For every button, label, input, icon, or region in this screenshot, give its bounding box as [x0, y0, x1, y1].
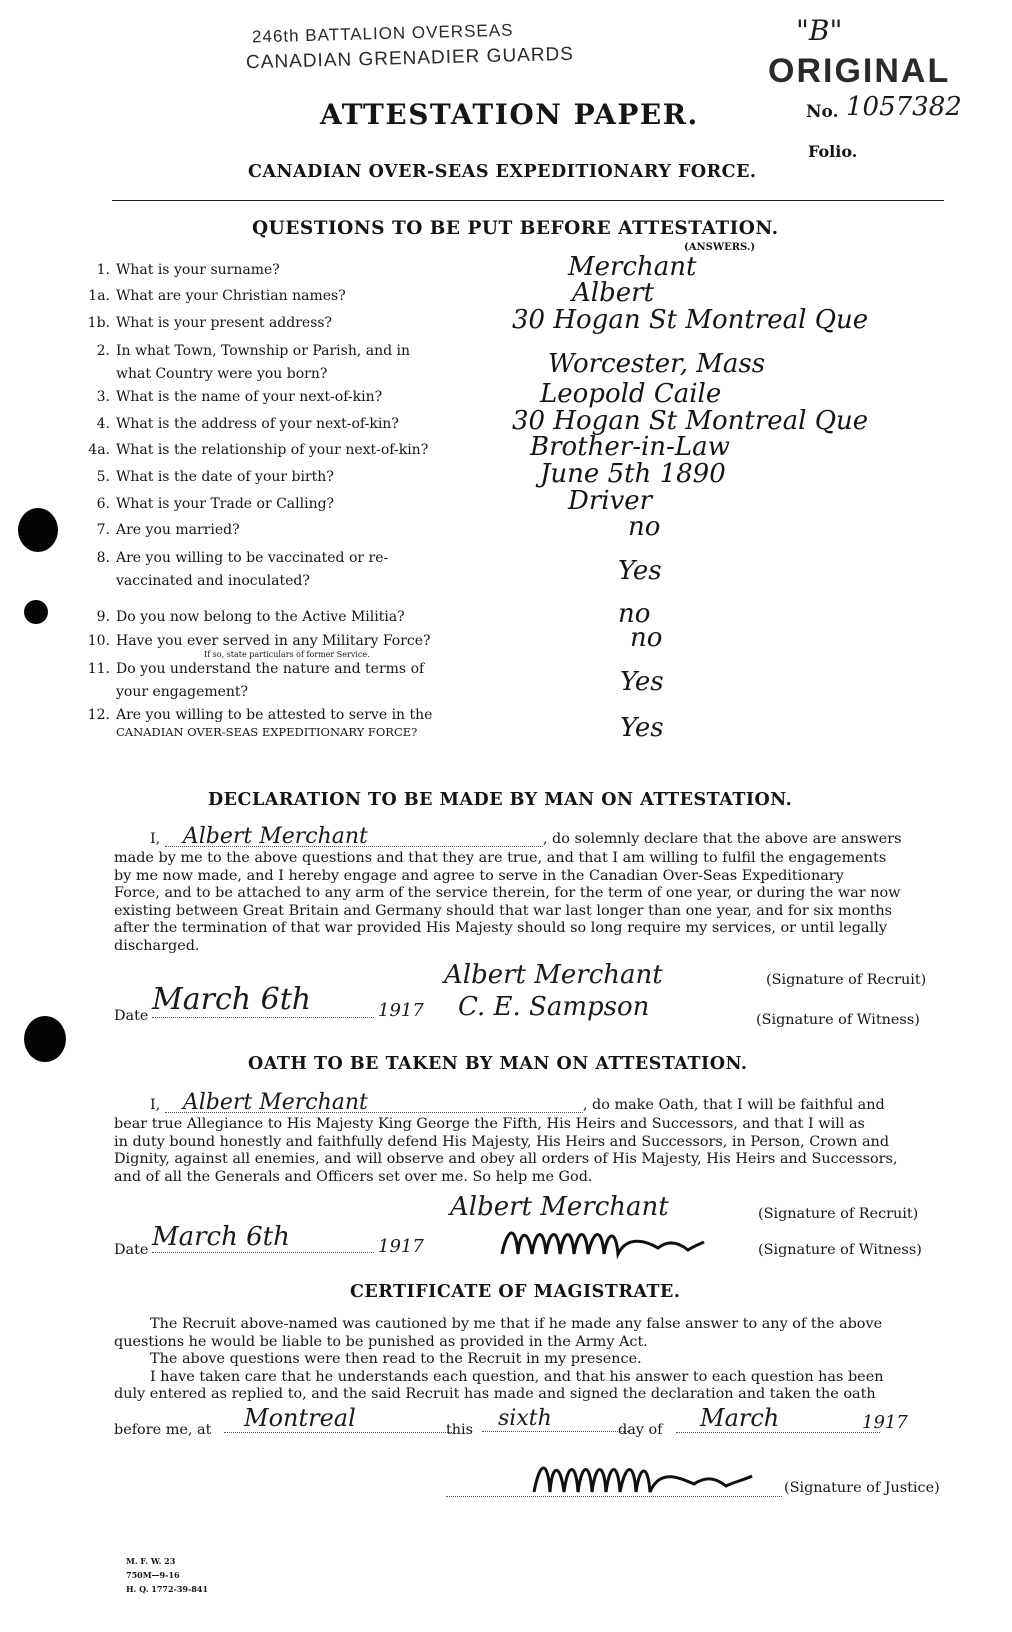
question-number: 12.: [87, 707, 110, 723]
oath-date-value: March 6th: [152, 1222, 374, 1253]
certificate-line: I have taken care that he understands each question, and that his answer to each question has been: [150, 1368, 884, 1385]
question-text: In what Town, Township or Parish, and in: [116, 343, 411, 359]
question-text: Do you understand the nature and terms of: [116, 661, 425, 677]
declaration-line: discharged.: [114, 937, 200, 954]
question-text: Have you ever served in any Military Force?: [116, 633, 431, 649]
question-number: 3.: [96, 389, 110, 405]
justice-signature-line: [446, 1496, 782, 1497]
question-row: [76, 550, 388, 566]
oath-recruit-label: (Signature of Recruit): [758, 1206, 919, 1222]
question-number: 11.: [87, 661, 110, 677]
punch-hole-top: [18, 508, 58, 552]
answer-field: no: [630, 623, 663, 653]
certificate-header: CERTIFICATE OF MAGISTRATE.: [350, 1282, 681, 1302]
form-mark: "B": [796, 14, 843, 47]
question-note: If so, state particulars of former Service.: [204, 650, 370, 659]
question-row: [76, 262, 280, 278]
form-code-3: H. Q. 1772-39-841: [126, 1584, 209, 1594]
question-text-continued: what Country were you born?: [116, 366, 328, 382]
question-text: What is the date of your birth?: [116, 469, 334, 485]
oath-line1-rest: , do make Oath, that I will be faithful and: [582, 1097, 885, 1113]
certificate-line: The Recruit above-named was cautioned by me that if he made any false answer to any of the above: [150, 1316, 883, 1332]
declaration-line: Force, and to be attached to any arm of the service therein, for the term of one year, or during the war now: [114, 885, 901, 901]
declaration-date-value: March 6th: [152, 982, 374, 1018]
question-row: [76, 442, 428, 458]
question-text-continued: your engagement?: [116, 684, 249, 700]
certificate-month: March: [676, 1404, 880, 1433]
oath-line: and of all the Generals and Officers set over me. So help me God.: [114, 1168, 593, 1185]
battalion-stamp-line1: 246th BATTALION OVERSEAS: [251, 20, 514, 47]
answer-field: Yes: [618, 556, 662, 586]
page-title: ATTESTATION PAPER.: [320, 98, 699, 131]
answer-field: Albert: [572, 278, 654, 308]
folio-label: Folio.: [808, 142, 858, 161]
declaration-recruit-signature: Albert Merchant: [444, 960, 663, 990]
answer-field: no: [628, 512, 661, 542]
question-text: What is the relationship of your next-of-kin?: [116, 442, 429, 458]
certificate-place: Montreal: [224, 1404, 454, 1433]
declaration-date-label: Date: [114, 1008, 149, 1024]
question-text-continued: CANADIAN OVER-SEAS EXPEDITIONARY FORCE?: [116, 725, 418, 739]
certificate-year: 1917: [862, 1412, 908, 1433]
answer-field: Driver: [568, 486, 653, 516]
question-text: Are you willing to be attested to serve in the: [116, 707, 433, 723]
title-rule: [112, 200, 944, 201]
original-stamp: ORIGINAL: [768, 52, 951, 90]
answer-field: Yes: [620, 713, 664, 743]
oath-line: Dignity, against all enemies, and will observe and obey all orders of His Majesty, His Heirs and Successors,: [114, 1151, 898, 1167]
question-number: 7.: [96, 522, 110, 538]
oath-witness-signature: [498, 1220, 708, 1268]
justice-label: (Signature of Justice): [784, 1480, 940, 1496]
declaration-body: [114, 850, 944, 955]
declaration-line: made by me to the above questions and that they are true, and that I am willing to fulfil the engagements: [114, 850, 887, 866]
battalion-stamp-line2: CANADIAN GRENADIER GUARDS: [245, 43, 575, 74]
question-row: [76, 522, 240, 538]
question-text: Are you married?: [116, 522, 240, 538]
declaration-year: 1917: [378, 1000, 424, 1021]
certificate-this: this: [446, 1422, 474, 1438]
question-number: 9.: [96, 609, 110, 625]
question-row: [76, 707, 432, 723]
question-number: 1b.: [87, 315, 110, 331]
question-number: 4a.: [88, 442, 110, 458]
question-text: What is the address of your next-of-kin?: [116, 416, 399, 432]
declaration-line: existing between Great Britain and Germany should that war last longer than one year, and for six months: [114, 902, 893, 919]
justice-signature: [530, 1452, 760, 1508]
declaration-line: by me now made, and I hereby engage and agree to serve in the Canadian Over-Seas Expeditionary: [114, 867, 844, 884]
question-row: [76, 416, 399, 432]
question-row: [76, 389, 382, 405]
form-code-1: M. F. W. 23: [126, 1556, 176, 1566]
questions-header: QUESTIONS TO BE PUT BEFORE ATTESTATION.: [252, 218, 779, 239]
question-text: What is your Trade or Calling?: [116, 496, 335, 512]
oath-witness-label: (Signature of Witness): [758, 1242, 922, 1258]
question-number: 1.: [96, 262, 110, 278]
oath-first-line: [150, 1090, 934, 1115]
oath-line: bear true Allegiance to His Majesty King George the Fifth, His Heirs and Successors, and that I will as: [114, 1116, 865, 1132]
question-text: What is your surname?: [116, 262, 280, 278]
punch-hole-bottom: [24, 1016, 66, 1062]
question-row: [76, 496, 334, 512]
question-number: 8.: [96, 550, 110, 566]
answer-field: Yes: [620, 667, 664, 697]
question-text: Are you willing to be vaccinated or re-: [116, 550, 389, 566]
question-number: 2.: [96, 343, 110, 359]
number-label: No.: [806, 102, 839, 122]
answer-field: Worcester, Mass: [548, 349, 766, 379]
regimental-number: 1057382: [846, 92, 962, 122]
question-text: Do you now belong to the Active Militia?: [116, 609, 405, 625]
declaration-recruit-label: (Signature of Recruit): [766, 972, 927, 988]
oath-i: I,: [150, 1097, 161, 1113]
certificate-before-me: before me, at: [114, 1422, 212, 1438]
question-row: [76, 343, 410, 359]
answers-label: (ANSWERS.): [684, 242, 756, 253]
question-row: [76, 469, 334, 485]
question-number: 6.: [96, 496, 110, 512]
question-row: [76, 315, 332, 331]
question-text: What are your Christian names?: [116, 288, 346, 304]
answer-field: 30 Hogan St Montreal Que: [512, 305, 869, 335]
declaration-header: DECLARATION TO BE MADE BY MAN ON ATTESTATION.: [208, 790, 793, 810]
page-subtitle: CANADIAN OVER-SEAS EXPEDITIONARY FORCE.: [248, 162, 757, 182]
declaration-first-line: [150, 824, 934, 849]
form-code-2: 750M—9-16: [126, 1570, 180, 1580]
question-text-continued: vaccinated and inoculated?: [116, 573, 310, 589]
declaration-line: after the termination of that war provided His Majesty should so long require my services, or until legally: [114, 920, 887, 936]
question-number: 1a.: [88, 288, 110, 304]
certificate-day: sixth: [482, 1406, 630, 1432]
question-text: What is your present address?: [116, 315, 333, 331]
oath-line: in duty bound honestly and faithfully defend His Majesty, His Heirs and Successors, in Person, Crown and: [114, 1133, 890, 1150]
punch-hole-middle: [24, 600, 48, 624]
oath-name: Albert Merchant: [165, 1094, 583, 1113]
declaration-witness-label: (Signature of Witness): [756, 1012, 920, 1028]
declaration-witness-signature: C. E. Sampson: [458, 992, 650, 1022]
certificate-body: [114, 1316, 944, 1404]
question-row: [76, 661, 424, 677]
oath-year: 1917: [378, 1236, 424, 1257]
question-text: What is the name of your next-of-kin?: [116, 389, 383, 405]
question-number: 4.: [96, 416, 110, 432]
declaration-i: I,: [150, 831, 161, 847]
answer-field: no: [618, 599, 651, 629]
answer-field: Leopold Caile: [540, 379, 722, 409]
oath-recruit-signature: Albert Merchant: [450, 1192, 669, 1222]
answer-field: Merchant: [568, 252, 697, 282]
declaration-name: Albert Merchant: [165, 828, 543, 847]
certificate-day-of: day of: [618, 1422, 663, 1438]
answer-field: June 5th 1890: [540, 459, 726, 489]
certificate-line: questions he would be liable to be punished as provided in the Army Act.: [114, 1333, 648, 1350]
question-row: [76, 288, 346, 304]
question-number: 5.: [96, 469, 110, 485]
oath-header: OATH TO BE TAKEN BY MAN ON ATTESTATION.: [248, 1054, 748, 1074]
answer-field: 30 Hogan St Montreal Que: [512, 406, 869, 436]
question-row: [76, 633, 431, 649]
certificate-line: The above questions were then read to the Recruit in my presence.: [150, 1351, 642, 1367]
oath-body: [114, 1116, 944, 1186]
question-number: 10.: [87, 633, 110, 649]
answer-field: Brother-in-Law: [530, 432, 730, 462]
certificate-line: duly entered as replied to, and the said Recruit has made and signed the declaration and taken the oath: [114, 1386, 876, 1402]
oath-date-label: Date: [114, 1242, 149, 1258]
question-row: [76, 609, 405, 625]
declaration-line1-rest: , do solemnly declare that the above are answers: [542, 831, 902, 847]
